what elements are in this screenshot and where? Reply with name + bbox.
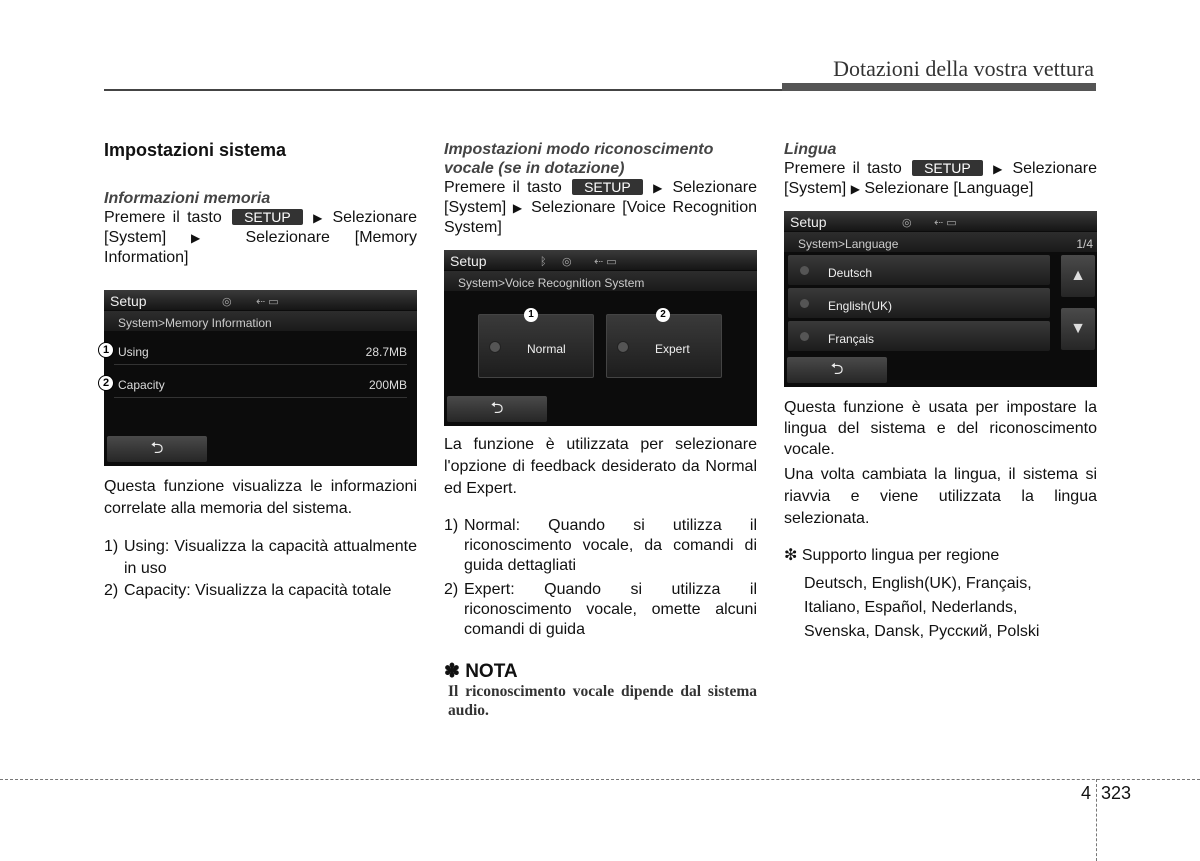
supported-languages (784, 572, 1097, 644)
setup-key: SETUP (232, 209, 303, 225)
breadcrumb (444, 271, 757, 291)
chapter-number: 4 (1081, 783, 1092, 803)
screen-title: Setup (110, 293, 147, 309)
usb-icon: ⇠ ▭ (594, 256, 617, 268)
language-line: Svenska, Dansk, Русский, Polski (804, 623, 1040, 640)
back-icon: ⮌ (150, 440, 164, 457)
row-label: Using (118, 345, 149, 359)
subheading-language: Lingua (784, 141, 837, 158)
instructions-language (784, 159, 1097, 199)
item-text: Capacity: Visualizza la capacità totale (124, 582, 392, 599)
setup-key: SETUP (912, 160, 983, 176)
breadcrumb-text: System>Memory Information (118, 316, 272, 330)
radio-indicator (800, 332, 809, 341)
language-option-english[interactable] (788, 288, 1050, 318)
callout-1: 1 (524, 308, 538, 322)
language-line: Italiano, Español, Nederlands, (804, 599, 1018, 616)
instr-text: Selezionare [System] (444, 179, 757, 216)
instr-text: Premere il tasto (784, 160, 902, 177)
language-description: Questa funzione è usata per impostare la lingua del sistema e del riconoscimento vocale. (784, 399, 1097, 458)
page-indicator: 1/4 (1076, 237, 1093, 251)
back-icon: ⮌ (830, 361, 844, 378)
language-label: Deutsch (828, 266, 873, 280)
arrow-icon: ▶ (191, 231, 221, 245)
arrow-icon: ▶ (993, 162, 1006, 176)
breadcrumb (784, 232, 1097, 252)
option-label: Normal (527, 342, 566, 356)
disc-icon: ◎ (562, 256, 572, 268)
setup-key: SETUP (572, 179, 643, 195)
row-value: 200MB (368, 378, 407, 392)
arrow-icon: ▶ (512, 201, 525, 215)
screen-title: Setup (790, 214, 827, 230)
option-expert-button[interactable] (606, 314, 722, 378)
radio-indicator (489, 341, 501, 353)
instructions-voice (444, 178, 757, 238)
bluetooth-icon: ᛒ (540, 256, 547, 268)
support-title: ❇ Supporto lingua per regione (784, 547, 1000, 564)
instr-text: Selezionare [System] (784, 160, 1097, 197)
footer-divider (1096, 779, 1097, 861)
voice-items (444, 516, 757, 640)
instructions-memory (104, 208, 417, 268)
screen-title-bar (444, 250, 757, 270)
scroll-down-button[interactable] (1061, 308, 1095, 350)
item-number: 2) (104, 582, 119, 599)
memory-items (104, 536, 417, 602)
option-normal-button[interactable] (478, 314, 594, 378)
row-label: Capacity (118, 378, 165, 392)
note-body: Il riconoscimento vocale dipende dal sistema audio. (448, 683, 757, 719)
screen-title-bar (784, 211, 1097, 231)
disc-icon: ◎ (902, 217, 912, 229)
column-language (784, 138, 1097, 644)
usb-icon: ⇠ ▭ (934, 217, 957, 229)
memory-info-screen (104, 290, 417, 466)
callout-2: 2 (656, 308, 670, 322)
voice-recognition-screen (444, 250, 757, 426)
language-restart-note: Una volta cambiata la lingua, il sistema si riavvia e viene utilizzata la lingua selezionata. (784, 466, 1097, 527)
row-value: 28.7MB (365, 345, 407, 359)
language-option-francais[interactable] (788, 321, 1050, 351)
arrow-icon: ▶ (850, 182, 860, 196)
subheading-voice: Impostazioni modo riconoscimento vocale (se in dotazione) (444, 141, 714, 177)
arrow-icon: ▶ (653, 181, 666, 195)
list-item (444, 516, 757, 576)
list-item (104, 536, 417, 580)
list-item (104, 580, 417, 602)
instr-text: Selezionare [Language] (864, 180, 1034, 197)
instr-text: Selezionare [Memory Information] (104, 229, 417, 266)
memory-description: Questa funzione visualizza le informazioni correlate alla memoria del sistema. (104, 478, 417, 517)
item-number: 1) (104, 538, 119, 555)
item-text: Normal: Quando si utilizza il riconoscimento vocale, da comandi di guida dettagliati (464, 517, 757, 574)
item-number: 2) (444, 581, 459, 598)
subheading-memory: Informazioni memoria (104, 190, 271, 207)
screen-title: Setup (450, 253, 487, 269)
table-row (114, 334, 407, 365)
item-text: Expert: Quando si utilizza il riconoscimento vocale, omette alcuni comandi di guida (464, 581, 757, 638)
language-option-deutsch[interactable] (788, 255, 1050, 285)
voice-description: La funzione è utilizzata per selezionare l'opzione di feedback desiderato da Normal ed Expert. (444, 436, 757, 497)
arrow-up-icon: ▲ (1070, 267, 1086, 284)
note-title: ✽ NOTA (444, 661, 518, 682)
section-heading: Impostazioni sistema (104, 140, 287, 160)
header-title: Dotazioni della vostra vettura (833, 56, 1094, 81)
disc-icon: ◎ (222, 296, 232, 308)
item-text: Using: Visualizza la capacità attualmente in uso (124, 538, 417, 577)
column-memory-info (104, 138, 417, 602)
instr-text: Premere il tasto (104, 209, 222, 226)
option-label: Expert (655, 342, 690, 356)
header-rule-accent (782, 83, 1096, 91)
arrow-icon: ▶ (313, 211, 326, 225)
list-item (444, 580, 757, 640)
language-label: Français (828, 332, 875, 346)
callout-2: 2 (98, 375, 114, 391)
back-button[interactable] (107, 436, 207, 462)
scroll-up-button[interactable] (1061, 255, 1095, 297)
back-button[interactable] (787, 357, 887, 383)
breadcrumb-text: System>Voice Recognition System (458, 276, 645, 290)
radio-indicator (617, 341, 629, 353)
language-label: English(UK) (828, 299, 893, 313)
arrow-down-icon: ▼ (1070, 320, 1086, 337)
screen-title-bar (104, 290, 417, 310)
radio-indicator (800, 266, 809, 275)
breadcrumb (104, 311, 417, 331)
table-row (114, 367, 407, 398)
item-number: 1) (444, 517, 459, 534)
radio-indicator (800, 299, 809, 308)
page-number: 323 (1101, 783, 1132, 803)
instr-text: Selezionare [System] (104, 209, 417, 246)
callout-1: 1 (98, 342, 114, 358)
instr-text: Premere il tasto (444, 179, 562, 196)
language-screen (784, 211, 1097, 387)
usb-icon: ⇠ ▭ (256, 296, 279, 308)
footer-rule (0, 779, 1200, 780)
language-line: Deutsch, English(UK), Français, (804, 575, 1032, 592)
breadcrumb-text: System>Language (798, 237, 899, 251)
instr-text: Selezionare [Voice Recognition System] (444, 199, 758, 236)
back-button[interactable] (447, 396, 547, 422)
column-voice-recognition (444, 138, 757, 720)
back-icon: ⮌ (490, 400, 504, 417)
